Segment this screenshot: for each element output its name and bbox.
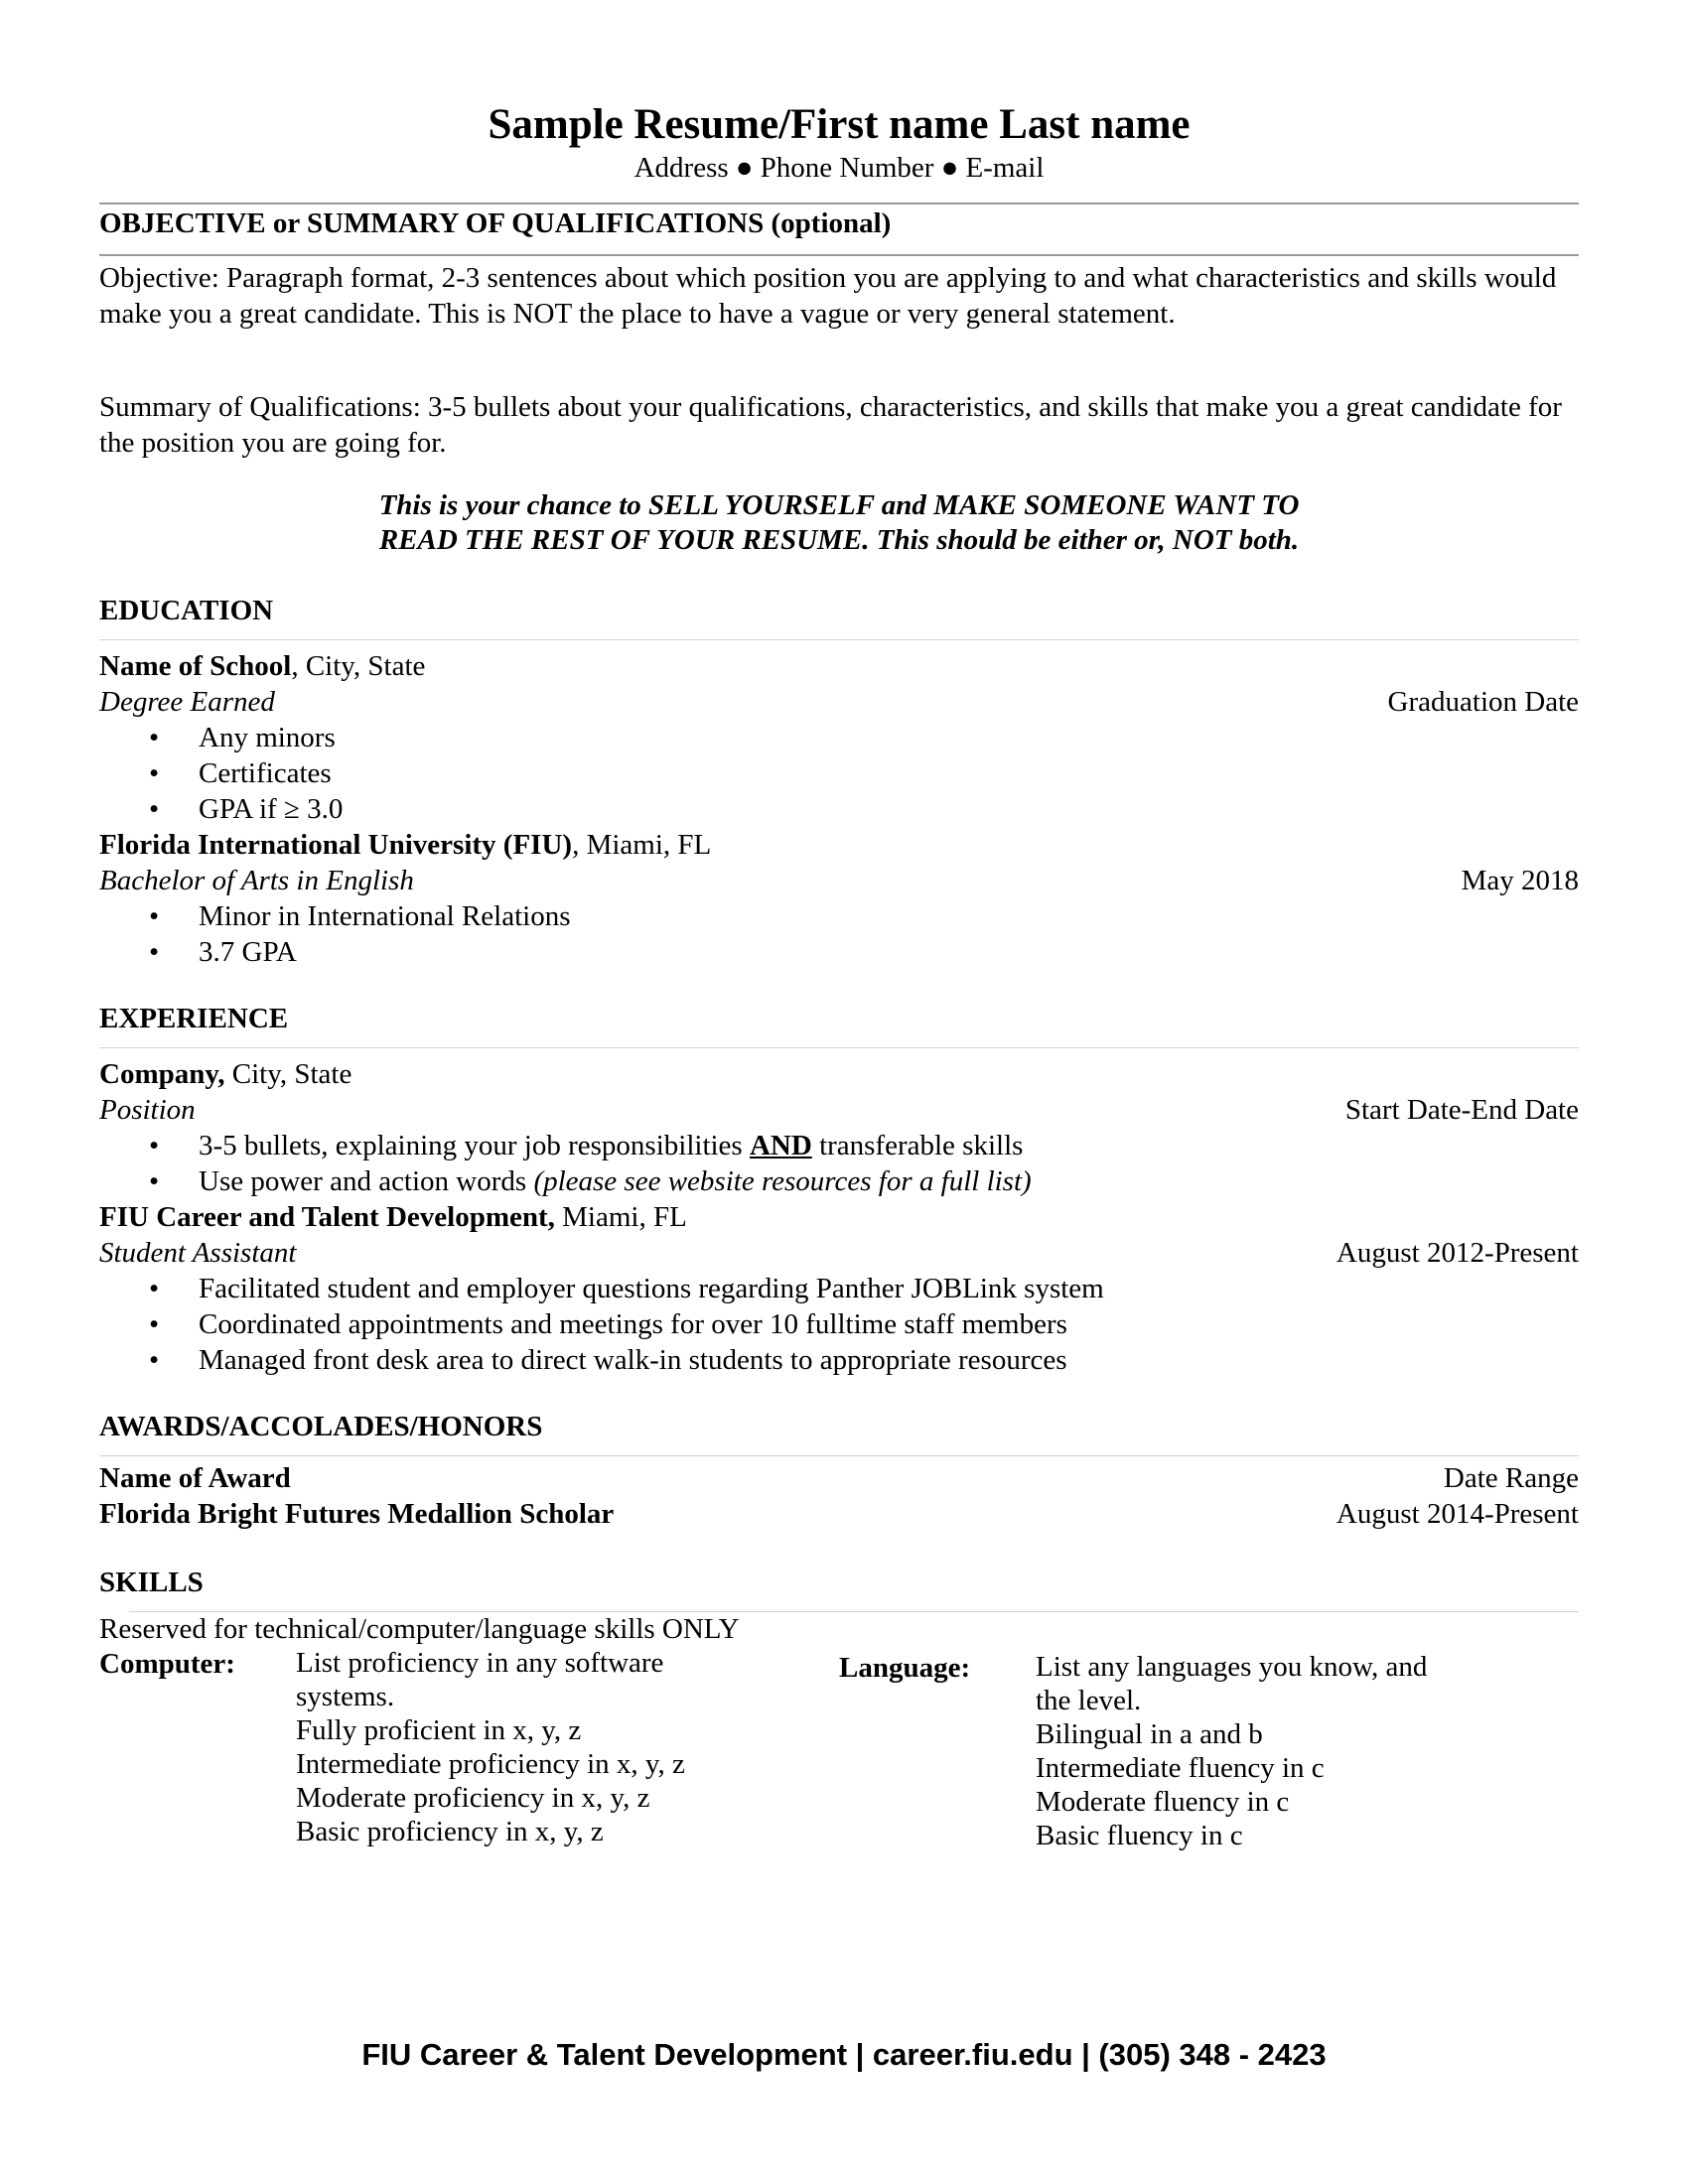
list-item: • Managed front desk area to direct walk-in students to appropriate resources — [149, 1344, 1067, 1376]
position-row — [99, 1235, 1579, 1271]
section-heading-experience: EXPERIENCE — [99, 1003, 289, 1034]
skills-grid — [99, 1646, 1579, 1852]
list-item: • Any minors — [149, 722, 336, 753]
section-heading-objective: OBJECTIVE or SUMMARY OF QUALIFICATIONS (optional) — [99, 207, 892, 239]
company-name: FIU Career and Talent Development, — [99, 1201, 555, 1233]
bullet-list — [99, 1271, 1579, 1378]
date: Start Date-End Date — [1344, 1094, 1579, 1126]
language-label: Language: — [839, 1652, 971, 1684]
page-title: Sample Resume/First name Last name — [488, 101, 1191, 148]
list-item: • 3.7 GPA — [149, 936, 297, 968]
bullet-list — [99, 898, 1579, 970]
skill-line: Moderate fluency in c — [1036, 1786, 1290, 1818]
skill-line: Intermediate proficiency in x, y, z — [296, 1748, 685, 1780]
computer-label: Computer: — [99, 1648, 235, 1680]
degree: Bachelor of Arts in English — [99, 865, 414, 896]
education-entry — [99, 827, 1579, 970]
company-location: Miami, FL — [554, 1201, 687, 1233]
school-location: , Miami, FL — [572, 829, 712, 861]
award-date: Date Range — [1443, 1462, 1579, 1494]
skill-line: List any languages you know, and the level. — [1036, 1651, 1428, 1716]
page-footer: FIU Career & Talent Development | career.fiu.edu | (305) 348 - 2423 — [361, 2037, 1327, 2072]
school-line — [99, 827, 1579, 863]
divider — [99, 1047, 1579, 1048]
summary-text: Summary of Qualifications: 3-5 bullets about your qualifications, characteristics, and skills that make you a great candidate for the position you are going for. — [99, 391, 1562, 459]
callout-note — [99, 488, 1579, 558]
position: Position — [99, 1094, 196, 1126]
section-heading-awards: AWARDS/ACCOLADES/HONORS — [99, 1411, 543, 1442]
skill-line: Intermediate fluency in c — [1036, 1752, 1325, 1784]
callout-line: READ THE REST OF YOUR RESUME. This should be either or, NOT both. — [378, 524, 1300, 556]
list-item: • Coordinated appointments and meetings for over 10 fulltime staff members — [149, 1308, 1067, 1340]
skills-intro: Reserved for technical/computer/language skills ONLY — [99, 1613, 740, 1645]
date: August 2012-Present — [1336, 1237, 1579, 1269]
skill-line: Bilingual in a and b — [1036, 1718, 1263, 1750]
skill-line: Moderate proficiency in x, y, z — [296, 1782, 650, 1814]
resume-page — [99, 99, 1579, 1852]
date: Graduation Date — [1387, 686, 1579, 718]
callout-line: This is your chance to SELL YOURSELF and MAKE SOMEONE WANT TO — [378, 489, 1300, 521]
list-item: • GPA if ≥ 3.0 — [149, 793, 344, 825]
list-item: • Facilitated student and employer questions regarding Panther JOBLink system — [149, 1273, 1104, 1304]
awards-list — [99, 1460, 1579, 1532]
language-skills — [839, 1650, 1579, 1852]
list-item: • Use power and action words (please see website resources for a full list) — [149, 1165, 1032, 1197]
experience-entry — [99, 1199, 1579, 1378]
experience-entry — [99, 1056, 1579, 1199]
school-name: Name of School — [99, 650, 292, 682]
skill-line: Fully proficient in x, y, z — [296, 1714, 582, 1746]
list-item: • Certificates — [149, 757, 332, 789]
section-heading-skills: SKILLS — [99, 1567, 204, 1598]
award-row — [99, 1496, 1579, 1532]
degree-row — [99, 863, 1579, 898]
skill-line: Basic fluency in c — [1036, 1820, 1243, 1851]
award-row — [99, 1460, 1579, 1496]
divider — [99, 639, 1579, 640]
award-name: Florida Bright Futures Medallion Scholar — [99, 1498, 615, 1530]
school-name: Florida International University (FIU) — [99, 829, 573, 861]
company-line — [99, 1199, 1579, 1235]
company-name: Company, — [99, 1058, 225, 1090]
language-lines — [1036, 1650, 1463, 1852]
divider — [99, 254, 1579, 256]
section-heading-education: EDUCATION — [99, 595, 274, 626]
degree: Degree Earned — [99, 686, 275, 718]
skill-line: List proficiency in any software systems. — [296, 1647, 664, 1712]
contact-line: Address ● Phone Number ● E-mail — [633, 152, 1045, 184]
computer-skills — [99, 1646, 839, 1852]
objective-text: Objective: Paragraph format, 2-3 sentences about which position you are applying to and what characteristics and skills would make you a great candidate. This is NOT the place to have a vague or very general statement. — [99, 262, 1557, 330]
company-location: City, State — [224, 1058, 352, 1090]
company-line — [99, 1056, 1579, 1092]
list-item: • Minor in International Relations — [149, 900, 571, 932]
degree-row — [99, 684, 1579, 720]
bullet-list — [99, 720, 1579, 827]
skill-line: Basic proficiency in x, y, z — [296, 1816, 604, 1847]
position-row — [99, 1092, 1579, 1128]
position: Student Assistant — [99, 1237, 297, 1269]
school-location: , City, State — [291, 650, 426, 682]
computer-lines — [296, 1646, 723, 1852]
date: May 2018 — [1461, 865, 1579, 896]
award-date: August 2014-Present — [1336, 1498, 1579, 1530]
divider — [99, 203, 1579, 205]
bullet-list — [99, 1128, 1579, 1199]
school-line — [99, 648, 1579, 684]
award-name: Name of Award — [99, 1462, 291, 1494]
divider — [99, 1455, 1579, 1456]
education-entry — [99, 648, 1579, 827]
list-item: • 3-5 bullets, explaining your job responsibilities AND transferable skills — [149, 1130, 1024, 1161]
